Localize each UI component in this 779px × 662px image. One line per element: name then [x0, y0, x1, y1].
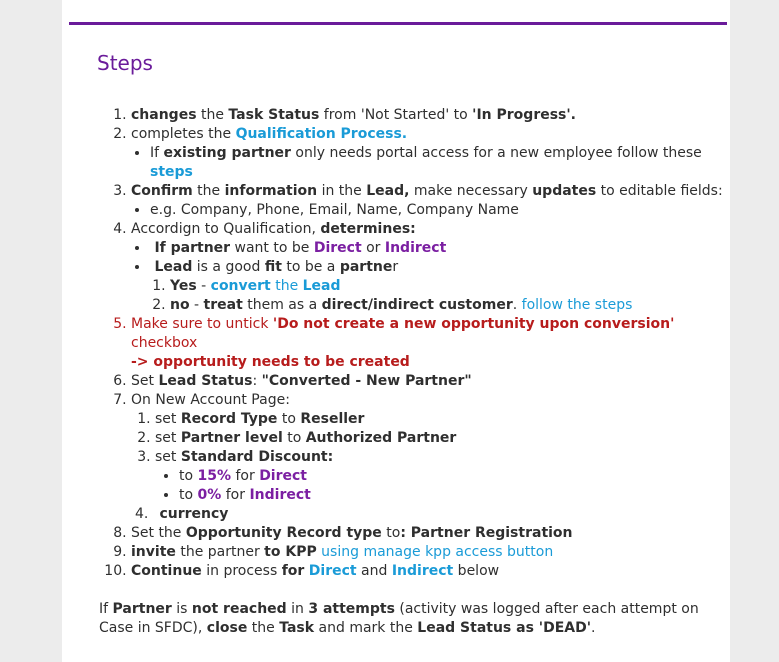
document-page: [62, 0, 730, 662]
follow-steps-link[interactable]: follow the steps: [521, 297, 633, 313]
steps-content: [62, 106, 730, 638]
indirect-link[interactable]: Indirect: [391, 563, 454, 579]
step-3: 3. Confirm the information in the Lead, make necessary updates to editable fields: • e.g. Company, Phone, Email, Name, Company Name: [131, 182, 730, 220]
step-9: 9. invite the partner to KPP using manage kpp access button: [131, 543, 730, 562]
step-10: 10. Continue in process for Direct and Indirect below: [131, 562, 730, 581]
step-4-bullets: [131, 239, 730, 315]
direct-link[interactable]: Direct: [308, 563, 357, 579]
step-7-sublist: [131, 410, 730, 524]
step-4-sublist: [150, 277, 730, 315]
discount-list: [155, 467, 730, 505]
discount-direct: • to 15% for Direct: [179, 467, 730, 486]
step-3-bullets: [131, 201, 730, 220]
step-7-sub-4: 4. currency: [155, 505, 730, 524]
step-5: 5. Make sure to untick 'Do not create a new opportunity upon conversion' checkbox -> opportunity needs to be created: [131, 315, 730, 372]
step-7-sub-3: 3. set Standard Discount: • to 15% for Direct • to 0% for Indirect: [155, 448, 730, 505]
section-title: Steps: [97, 51, 153, 75]
discount-indirect: • to 0% for Indirect: [179, 486, 730, 505]
step-6: 6. Set Lead Status: "Converted - New Partner": [131, 372, 730, 391]
attempts-note: If Partner is not reached in 3 attempts (activity was logged after each attempt on Case in SFDC), close the Task and mark the Lead Status as 'DEAD'.: [99, 601, 699, 636]
steps-list: [62, 106, 730, 581]
step-7-sub-1: 1. set Record Type to Reseller: [155, 410, 730, 429]
step-2-bullets: [131, 144, 730, 182]
qualification-process-link[interactable]: Qualification Process.: [235, 126, 408, 142]
step-7-sub-2: 2. set Partner level to Authorized Partner: [155, 429, 730, 448]
step-2-bullet: • If existing partner only needs portal access for a new employee follow these steps: [150, 144, 730, 182]
step-8: 8. Set the Opportunity Record type to: Partner Registration: [131, 524, 730, 543]
kpp-access-link[interactable]: using manage kpp access button: [316, 544, 554, 560]
step-4-bullet-1: • If partner want to be Direct or Indirect: [150, 239, 730, 258]
step-1: 1. changes the Task Status from 'Not Started' to 'In Progress'.: [131, 106, 730, 125]
step-3-bullet: • e.g. Company, Phone, Email, Name, Company Name: [150, 201, 730, 220]
step-4-sub-1: 1. Yes - convert the Lead: [170, 277, 730, 296]
convert-link[interactable]: convert: [210, 278, 271, 294]
step-7: 7. On New Account Page: 1. set Record Type to Reseller 2. set Partner level to Authorized Partner 3. set Standard Discount: • to 15% for Direct • to 0% for Indirect 4. currency: [131, 391, 730, 524]
step-4-bullet-2: • Lead is a good fit to be a partner 1. Yes - convert the Lead 2. no - treat them as a direct/indirect customer. follow the steps: [150, 258, 730, 315]
step-2: 2. completes the Qualification Process. • If existing partner only needs portal access for a new employee follow these steps: [131, 125, 730, 182]
step-4-sub-2: 2. no - treat them as a direct/indirect customer. follow the steps: [170, 296, 730, 315]
header-rule: [69, 22, 727, 25]
steps-link[interactable]: steps: [150, 164, 193, 180]
step-4: 4. Accordign to Qualification, determines: • If partner want to be Direct or Indirect • Lead is a good fit to be a partner 1. Yes - convert the Lead 2. no - treat them as a direct/indirect customer. follow the steps: [131, 220, 730, 315]
